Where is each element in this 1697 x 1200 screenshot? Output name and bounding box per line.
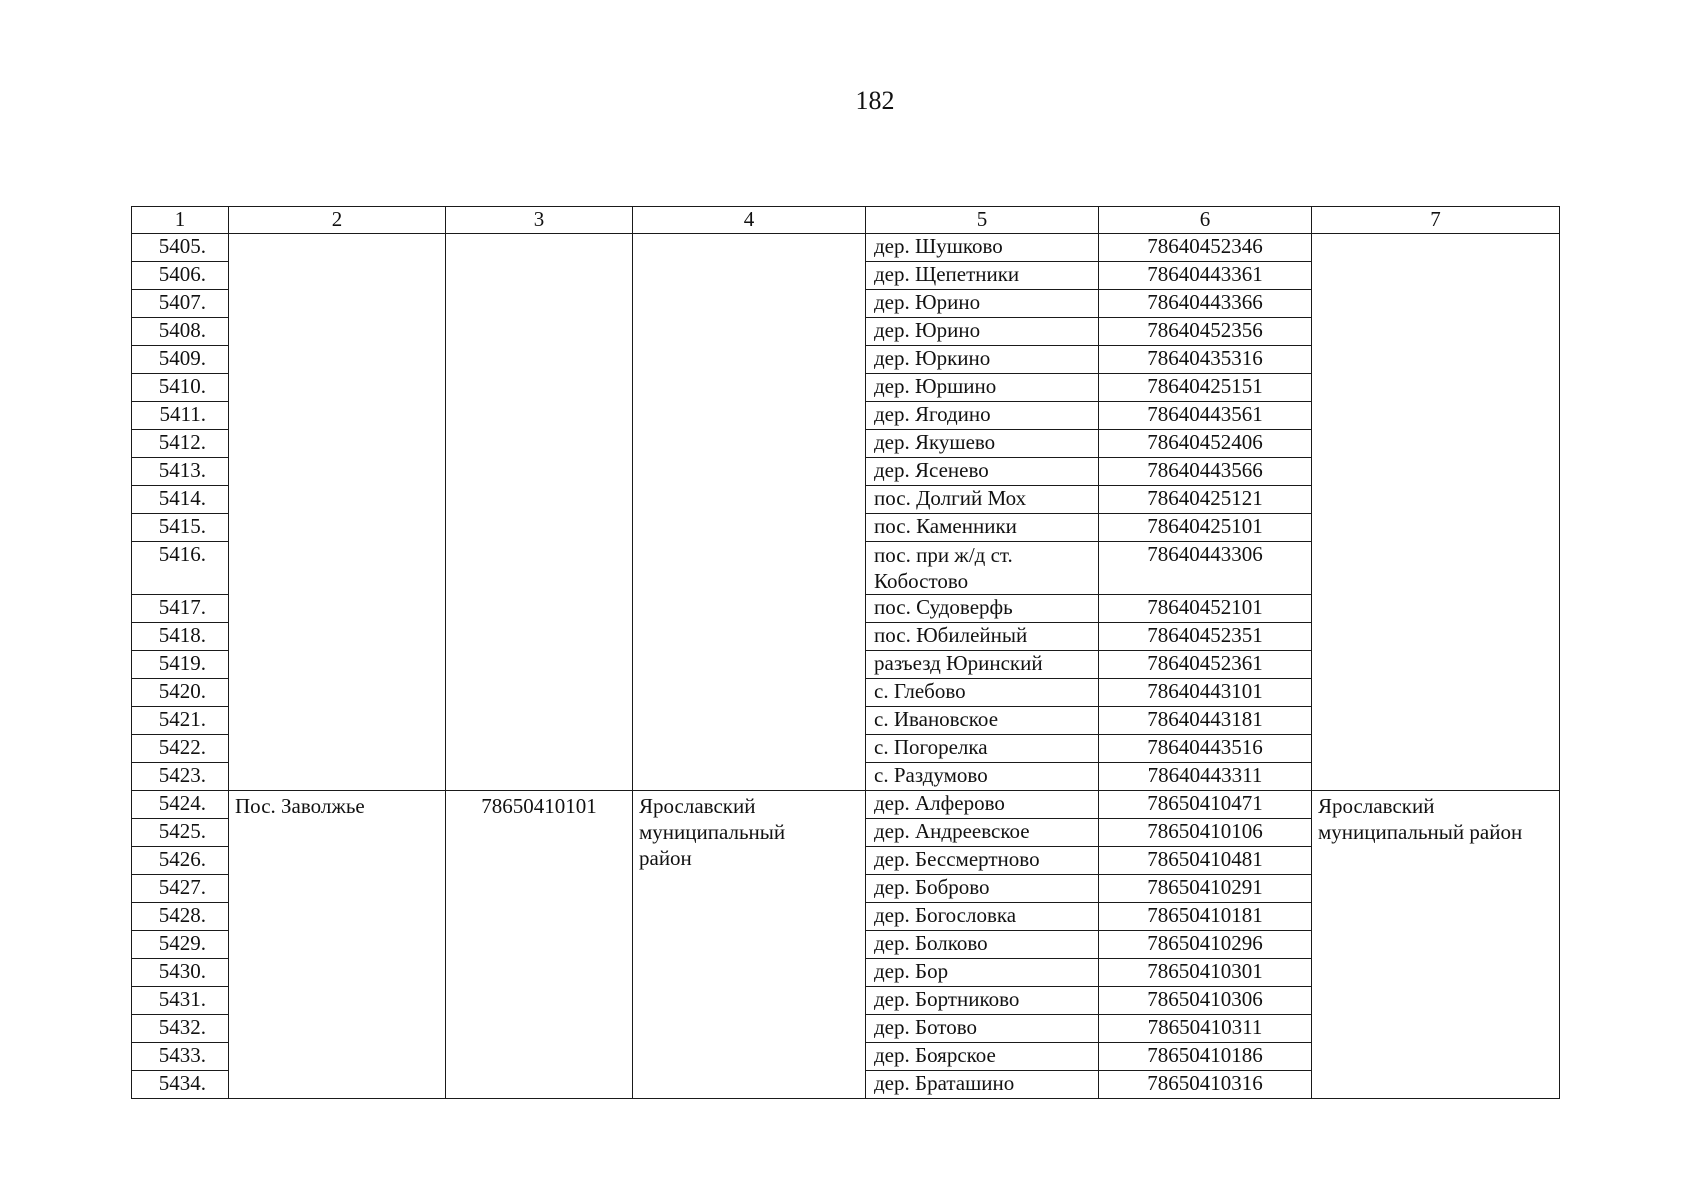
settlement-name-cell: дер. Ягодино — [866, 402, 1099, 430]
settlement-name-cell: дер. Щепетники — [866, 262, 1099, 290]
row-number-cell: 5422. — [132, 735, 229, 763]
table-row — [132, 234, 1560, 262]
settlement-name-cell: дер. Юрино — [866, 318, 1099, 346]
row-number-cell: 5409. — [132, 346, 229, 374]
settlement-name-cell: дер. Алферово — [866, 791, 1099, 819]
settlement-name-cell: дер. Юршино — [866, 374, 1099, 402]
settlement-code-cell: 78640452346 — [1099, 234, 1312, 262]
settlement-code-cell: 78640435316 — [1099, 346, 1312, 374]
column-header: 1 — [132, 207, 229, 234]
row-number-cell: 5410. — [132, 374, 229, 402]
row-number-cell: 5419. — [132, 651, 229, 679]
settlement-code-cell: 78640443181 — [1099, 707, 1312, 735]
settlement-code-cell: 78640443366 — [1099, 290, 1312, 318]
settlement-code-cell: 78650410301 — [1099, 959, 1312, 987]
settlement-name-cell: пос. Юбилейный — [866, 623, 1099, 651]
settlement-name-cell: дер. Боброво — [866, 875, 1099, 903]
settlement-name-cell: дер. Бессмертново — [866, 847, 1099, 875]
district-cell — [1312, 234, 1560, 791]
row-number-cell: 5415. — [132, 514, 229, 542]
row-number-cell: 5414. — [132, 486, 229, 514]
column-header: 4 — [633, 207, 866, 234]
admin-center-code-cell: 78650410101 — [446, 791, 633, 1099]
row-number-cell: 5413. — [132, 458, 229, 486]
settlement-code-cell: 78650410311 — [1099, 1015, 1312, 1043]
row-number-cell: 5421. — [132, 707, 229, 735]
settlement-code-cell: 78650410106 — [1099, 819, 1312, 847]
row-number-cell: 5431. — [132, 987, 229, 1015]
column-header: 2 — [229, 207, 446, 234]
settlement-name-cell: разъезд Юринский — [866, 651, 1099, 679]
settlement-name-cell: дер. Ботово — [866, 1015, 1099, 1043]
settlement-code-cell: 78640443306 — [1099, 542, 1312, 595]
row-number-cell: 5428. — [132, 903, 229, 931]
row-number-cell: 5412. — [132, 430, 229, 458]
group-a-rows — [132, 234, 1560, 791]
column-header: 6 — [1099, 207, 1312, 234]
settlement-code-cell: 78650410316 — [1099, 1071, 1312, 1099]
row-number-cell: 5430. — [132, 959, 229, 987]
settlement-code-cell: 78640452101 — [1099, 595, 1312, 623]
settlement-name-cell: дер. Бор — [866, 959, 1099, 987]
settlement-code-cell: 78650410481 — [1099, 847, 1312, 875]
settlement-name-cell: пос. Долгий Мох — [866, 486, 1099, 514]
row-number-cell: 5426. — [132, 847, 229, 875]
settlement-code-cell: 78640443311 — [1099, 763, 1312, 791]
settlement-name-cell: дер. Якушево — [866, 430, 1099, 458]
settlement-code-cell: 78640443516 — [1099, 735, 1312, 763]
settlement-name-cell: дер. Шушково — [866, 234, 1099, 262]
district-cell: Ярославский муниципальный район — [1312, 791, 1560, 1099]
column-number-row — [132, 207, 1560, 234]
settlement-name-cell: дер. Бортниково — [866, 987, 1099, 1015]
settlement-code-cell: 78640443566 — [1099, 458, 1312, 486]
settlement-name-cell: дер. Браташино — [866, 1071, 1099, 1099]
settlement-code-cell: 78640425121 — [1099, 486, 1312, 514]
settlement-name-cell: дер. Болково — [866, 931, 1099, 959]
row-number-cell: 5406. — [132, 262, 229, 290]
settlement-name-cell: с. Ивановское — [866, 707, 1099, 735]
municipality-cell — [633, 234, 866, 791]
settlement-name-cell: дер. Юркино — [866, 346, 1099, 374]
row-number-cell: 5411. — [132, 402, 229, 430]
row-number-cell: 5429. — [132, 931, 229, 959]
row-number-cell: 5420. — [132, 679, 229, 707]
settlement-code-cell: 78640452361 — [1099, 651, 1312, 679]
column-header: 5 — [866, 207, 1099, 234]
row-number-cell: 5427. — [132, 875, 229, 903]
row-number-cell: 5408. — [132, 318, 229, 346]
row-number-cell: 5432. — [132, 1015, 229, 1043]
settlement-name-cell: дер. Боярское — [866, 1043, 1099, 1071]
row-number-cell: 5425. — [132, 819, 229, 847]
settlement-code-cell: 78640443561 — [1099, 402, 1312, 430]
settlement-code-cell: 78640452351 — [1099, 623, 1312, 651]
settlement-name-cell: дер. Юрино — [866, 290, 1099, 318]
settlement-code-cell: 78650410291 — [1099, 875, 1312, 903]
municipality-cell: Ярославский муниципальный район — [633, 791, 866, 1099]
settlement-code-cell: 78650410296 — [1099, 931, 1312, 959]
row-number-cell: 5418. — [132, 623, 229, 651]
settlement-code-cell: 78640452406 — [1099, 430, 1312, 458]
page-number: 182 — [855, 86, 895, 115]
admin-center-code-cell — [446, 234, 633, 791]
row-number-cell: 5423. — [132, 763, 229, 791]
settlement-register-table — [131, 206, 1560, 1099]
settlement-name-cell: пос. Судоверфь — [866, 595, 1099, 623]
settlement-name-cell: с. Глебово — [866, 679, 1099, 707]
column-header: 7 — [1312, 207, 1560, 234]
settlement-code-cell: 78640443101 — [1099, 679, 1312, 707]
settlement-code-cell: 78650410181 — [1099, 903, 1312, 931]
row-number-cell: 5416. — [132, 542, 229, 595]
settlement-name-cell: с. Погорелка — [866, 735, 1099, 763]
row-number-cell: 5407. — [132, 290, 229, 318]
row-number-cell: 5424. — [132, 791, 229, 819]
settlement-code-cell: 78640452356 — [1099, 318, 1312, 346]
settlement-code-cell: 78640425101 — [1099, 514, 1312, 542]
row-number-cell: 5405. — [132, 234, 229, 262]
row-number-cell: 5417. — [132, 595, 229, 623]
table-row — [132, 791, 1560, 819]
settlement-name-cell: пос. Каменники — [866, 514, 1099, 542]
settlement-code-cell: 78650410306 — [1099, 987, 1312, 1015]
row-number-cell: 5433. — [132, 1043, 229, 1071]
admin-center-cell — [229, 234, 446, 791]
row-number-cell: 5434. — [132, 1071, 229, 1099]
settlement-name-cell: с. Раздумово — [866, 763, 1099, 791]
settlement-code-cell: 78650410186 — [1099, 1043, 1312, 1071]
settlement-code-cell: 78640443361 — [1099, 262, 1312, 290]
settlement-code-cell: 78650410471 — [1099, 791, 1312, 819]
admin-center-cell: Пос. Заволжье — [229, 791, 446, 1099]
settlement-name-cell: дер. Богословка — [866, 903, 1099, 931]
settlement-name-cell: пос. при ж/д ст. Кобостово — [866, 542, 1099, 595]
group-b-rows — [132, 791, 1560, 1099]
settlement-code-cell: 78640425151 — [1099, 374, 1312, 402]
settlement-name-cell: дер. Ясенево — [866, 458, 1099, 486]
settlement-name-cell: дер. Андреевское — [866, 819, 1099, 847]
column-header: 3 — [446, 207, 633, 234]
